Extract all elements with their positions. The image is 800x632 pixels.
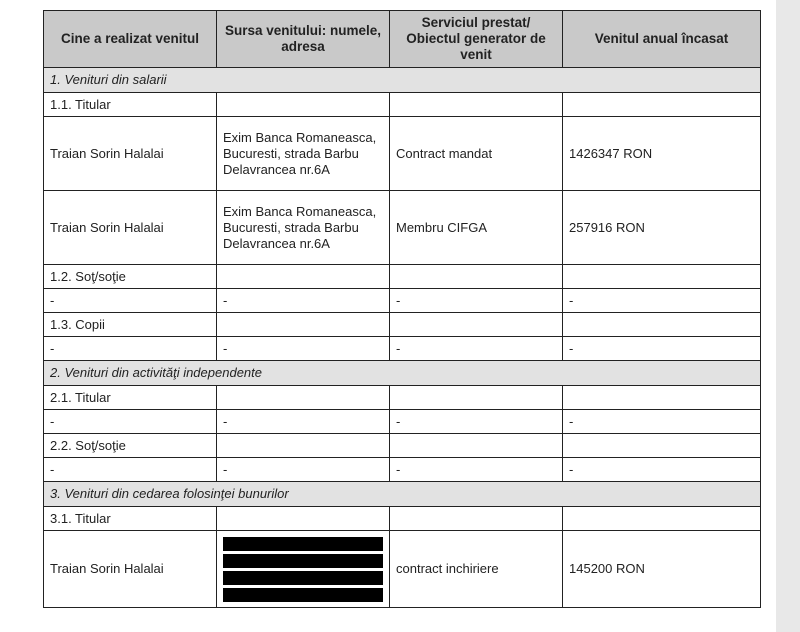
scrollbar-track[interactable] bbox=[776, 0, 800, 632]
section-row: 3. Venituri din cedarea folosinţei bunurilor bbox=[44, 482, 761, 507]
subsection-row: 1.3. Copii bbox=[44, 313, 761, 337]
header-cell: Serviciul prestat/ Obiectul generator de venit bbox=[390, 11, 563, 68]
header-cell: Sursa venitului: numele, adresa bbox=[217, 11, 390, 68]
redaction-bar bbox=[223, 588, 383, 602]
section-row: 2. Venituri din activităţi independente bbox=[44, 361, 761, 386]
redaction-bar bbox=[223, 537, 383, 551]
redaction-bar bbox=[223, 571, 383, 585]
empty-row: - - - - bbox=[44, 289, 761, 313]
subsection-row: 2.2. Soţ/soţie bbox=[44, 434, 761, 458]
income-table bbox=[43, 10, 761, 608]
empty-row: - - - - bbox=[44, 410, 761, 434]
empty-row: - - - - bbox=[44, 458, 761, 482]
table-row: Traian Sorin Halalai contract inchiriere 145200 RON bbox=[44, 531, 761, 608]
subsection-row: 2.1. Titular bbox=[44, 386, 761, 410]
table-row: Traian Sorin Halalai Exim Banca Romaneasca, Bucuresti, strada Barbu Delavrancea nr.6A Membru CIFGA 257916 RON bbox=[44, 191, 761, 265]
subsection-row: 1.2. Soţ/soţie bbox=[44, 265, 761, 289]
table-row: Traian Sorin Halalai Exim Banca Romaneasca, Bucuresti, strada Barbu Delavrancea nr.6A Contract mandat 1426347 RON bbox=[44, 117, 761, 191]
header-cell: Cine a realizat venitul bbox=[44, 11, 217, 68]
section-row: 1. Venituri din salarii bbox=[44, 68, 761, 93]
subsection-row: 1.1. Titular bbox=[44, 93, 761, 117]
redaction-bar bbox=[223, 554, 383, 568]
redacted-cell bbox=[217, 531, 390, 608]
subsection-row: 3.1. Titular bbox=[44, 507, 761, 531]
header-row bbox=[44, 11, 761, 68]
empty-row: - - - - bbox=[44, 337, 761, 361]
header-cell: Venitul anual încasat bbox=[563, 11, 761, 68]
